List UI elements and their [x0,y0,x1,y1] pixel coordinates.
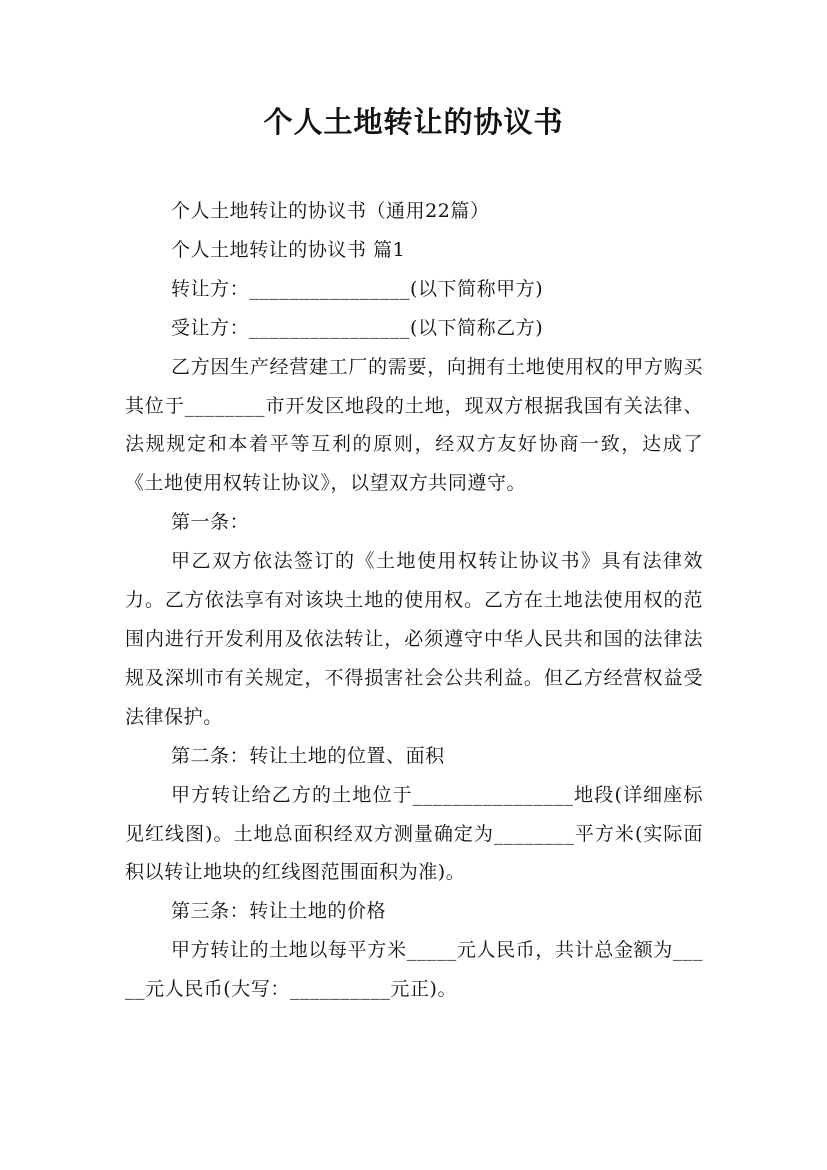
transferee-line: 受让方：________________(以下简称乙方) [171,316,544,339]
article-2-body: 甲方转让给乙方的土地位于________________地段(详细座标见红线图)。土地总面积经双方测量确定为________平方米(实际面积以转让地块的红线图范围面积为准)。 [125,783,703,884]
article-3-body: 甲方转让的土地以每平方米_____元人民币，共计总金额为_____元人民币(大写：__________元正)。 [125,939,703,1001]
document-body [125,192,703,1009]
intro-paragraph: 乙方因生产经营建工厂的需要，向拥有土地使用权的甲方购买其位于________市开发区地段的土地，现双方根据我国有关法律、法规规定和本着平等互利的原则，经双方友好协商一致，达成了《土地使用权转让协议》，以望双方共同遵守。 [125,355,703,495]
article-1-body: 甲乙双方依法签订的《土地使用权转让协议书》具有法律效力。乙方依法享有对该块土地的使用权。乙方在土地法使用权的范围内进行开发利用及依法转让，必须遵守中华人民共和国的法律法规及深圳市有关规定，不得损害社会公共利益。但乙方经营权益受法律保护。 [125,550,703,728]
document-title: 个人土地转让的协议书 [263,105,564,139]
document-subtitle: 个人土地转让的协议书（通用22篇） [171,200,490,222]
transferor-line: 转让方：________________(以下简称甲方) [171,277,544,300]
section-heading-1: 个人土地转让的协议书 篇1 [171,238,406,261]
article-1-heading: 第一条： [171,511,250,534]
article-3-heading: 第三条：转让土地的价格 [171,900,387,923]
article-2-heading: 第二条：转让土地的位置、面积 [171,744,445,767]
